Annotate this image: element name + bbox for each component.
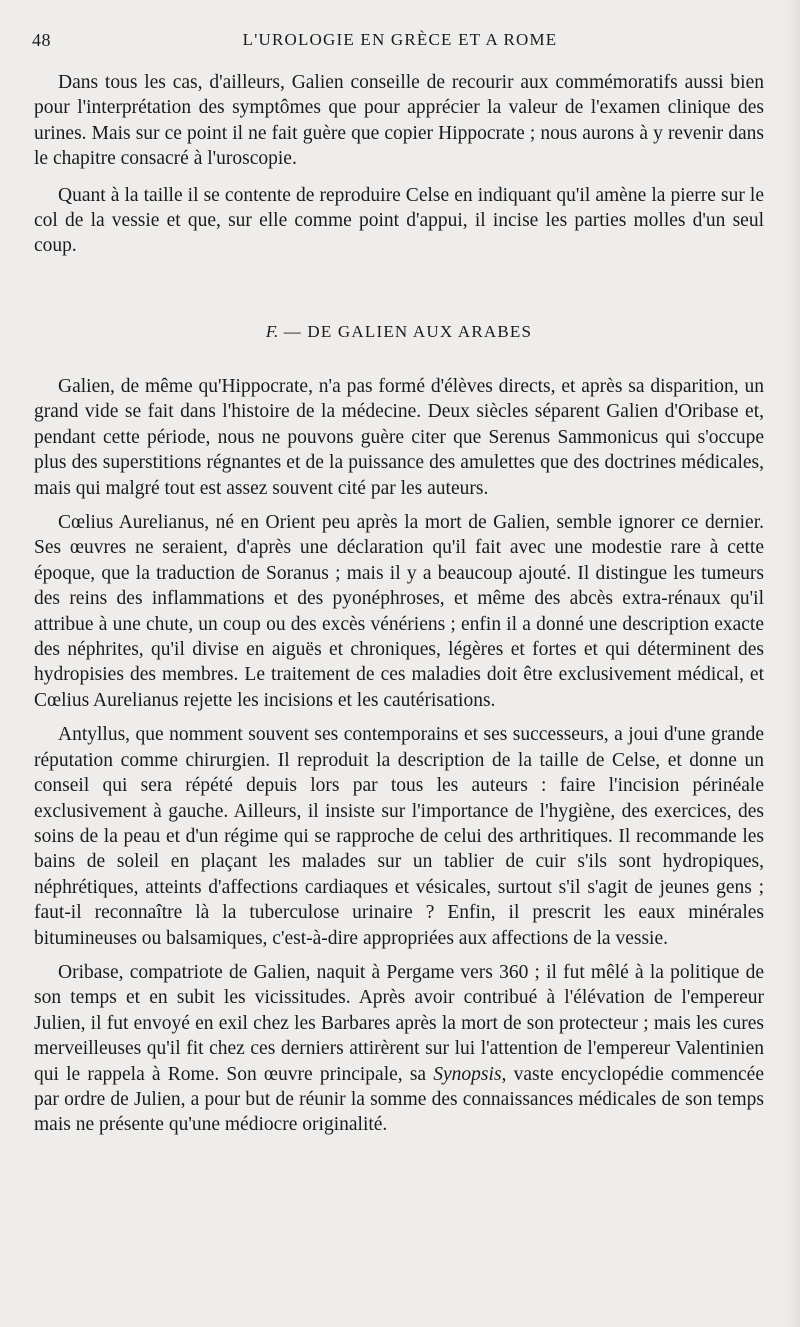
page-number: 48 (32, 30, 51, 50)
section-heading (34, 322, 764, 342)
section-letter: F. (265, 322, 279, 341)
paragraph-taille: Quant à la taille il se contente de reproduire Celse en indiquant qu'il amène la pierre sur le col de la vessie et que, sur elle comme point d'appui, il incise les parties molles d'un seul coup. (34, 184, 764, 257)
paragraph-oribase (34, 960, 764, 1138)
oribase-text-start: Oribase, compatriote de Galien, naquit à Pergame vers 360 ; il fut mêlé à la politique de son temps et en subit les vicissitudes. Après avoir contribué à l'élévation de l'empereur Julien, il fut envoyé en exil chez les Barbares après la mort de son protecteur ; mais les cures merveilleuses qu'il fit chez ces derniers attirèrent sur lui l'attention de l'empereur Valentinien qui le rappela à Rome. Son œuvre principale, sa (34, 961, 764, 1085)
paragraph-coelius: Cœlius Aurelianus, né en Orient peu après la mort de Galien, semble ignorer ce dernier. Ses œuvres ne seraient, d'après une déclaration qu'il fait avec une modestie rare à cette époque, que la traduction de Soranus ; mais il y a beaucoup ajouté. Il distingue les tumeurs des reins des inflammations et des pyonéphroses, et même des abcès extra-rénaux qu'il attribue à une chute, un coup ou des excès vénériens ; enfin il a donné une description exacte des néphrites, qu'il divise en aiguës et chroniques, légères et fortes et qui déterminent des hydropisies des membres. Le traitement de ces maladies doit être exclusivement médical, et Cœlius Aurelianus rejette les incisions et les cautérisations. (34, 512, 764, 711)
oribase-text-end: , vaste encyclopédie commencée par ordre de Julien, a pour but de réunir la somme des connaissances médicales de son temps mais ne présente qu'une médiocre originalité. (34, 1063, 764, 1136)
text-block-before-section (34, 70, 764, 259)
synopsis-title: Synopsis (433, 1063, 502, 1085)
section-title: — DE GALIEN AUX ARABES (283, 322, 533, 341)
running-title: L'UROLOGIE EN GRÈCE ET A ROME (242, 30, 558, 49)
paragraph-commemoratifs: Dans tous les cas, d'ailleurs, Galien conseille de recourir aux commémoratifs aussi bien pour l'interprétation des symptômes que pour apprécier la valeur de l'examen clinique des urines. Mais sur ce point il ne fait guère que copier Hippocrate ; nous aurons à y revenir dans le chapitre consacré à l'uroscopie. (34, 72, 764, 170)
running-head (32, 30, 768, 56)
paragraph-antyllus: Antyllus, que nomment souvent ses contemporains et ses successeurs, a joui d'une grande réputation comme chirurgien. Il reproduit la description de la taille de Celse, et donne un conseil qui sera répété depuis lors par tous les auteurs : faire l'incision périnéale exclusivement à gauche. Ailleurs, il insiste sur l'importance de l'hygiène, des exercices, des soins de la peau et d'un régime qui se rapproche de celui des arthritiques. Il recommande les bains de soleil en plaçant les malades sur un tablier de cuir s'ils sont hydropiques, néphrétiques, atteints d'affections cardiaques et vésicales, surtout s'il s'agit de jeunes gens ; faut-il reconnaître là la tuberculose urinaire ? Enfin, il prescrit les eaux minérales bitumineuses ou balsamiques, c'est-à-dire appropriées aux affections de la vessie. (34, 724, 764, 949)
paragraph-galien: Galien, de même qu'Hippocrate, n'a pas formé d'élèves directs, et après sa disparition, un grand vide se fait dans l'histoire de la médecine. Deux siècles séparent Galien d'Oribase et, pendant cette période, nous ne pouvons guère citer que Serenus Sammonicus qui s'occupe plus des superstitions régnantes et de la puissance des amulettes que des doctrines médicales, mais qui malgré tout est assez souvent cité par les auteurs. (34, 376, 764, 499)
page-edge-shadow (786, 0, 800, 1327)
text-block-after-section (34, 374, 764, 1138)
